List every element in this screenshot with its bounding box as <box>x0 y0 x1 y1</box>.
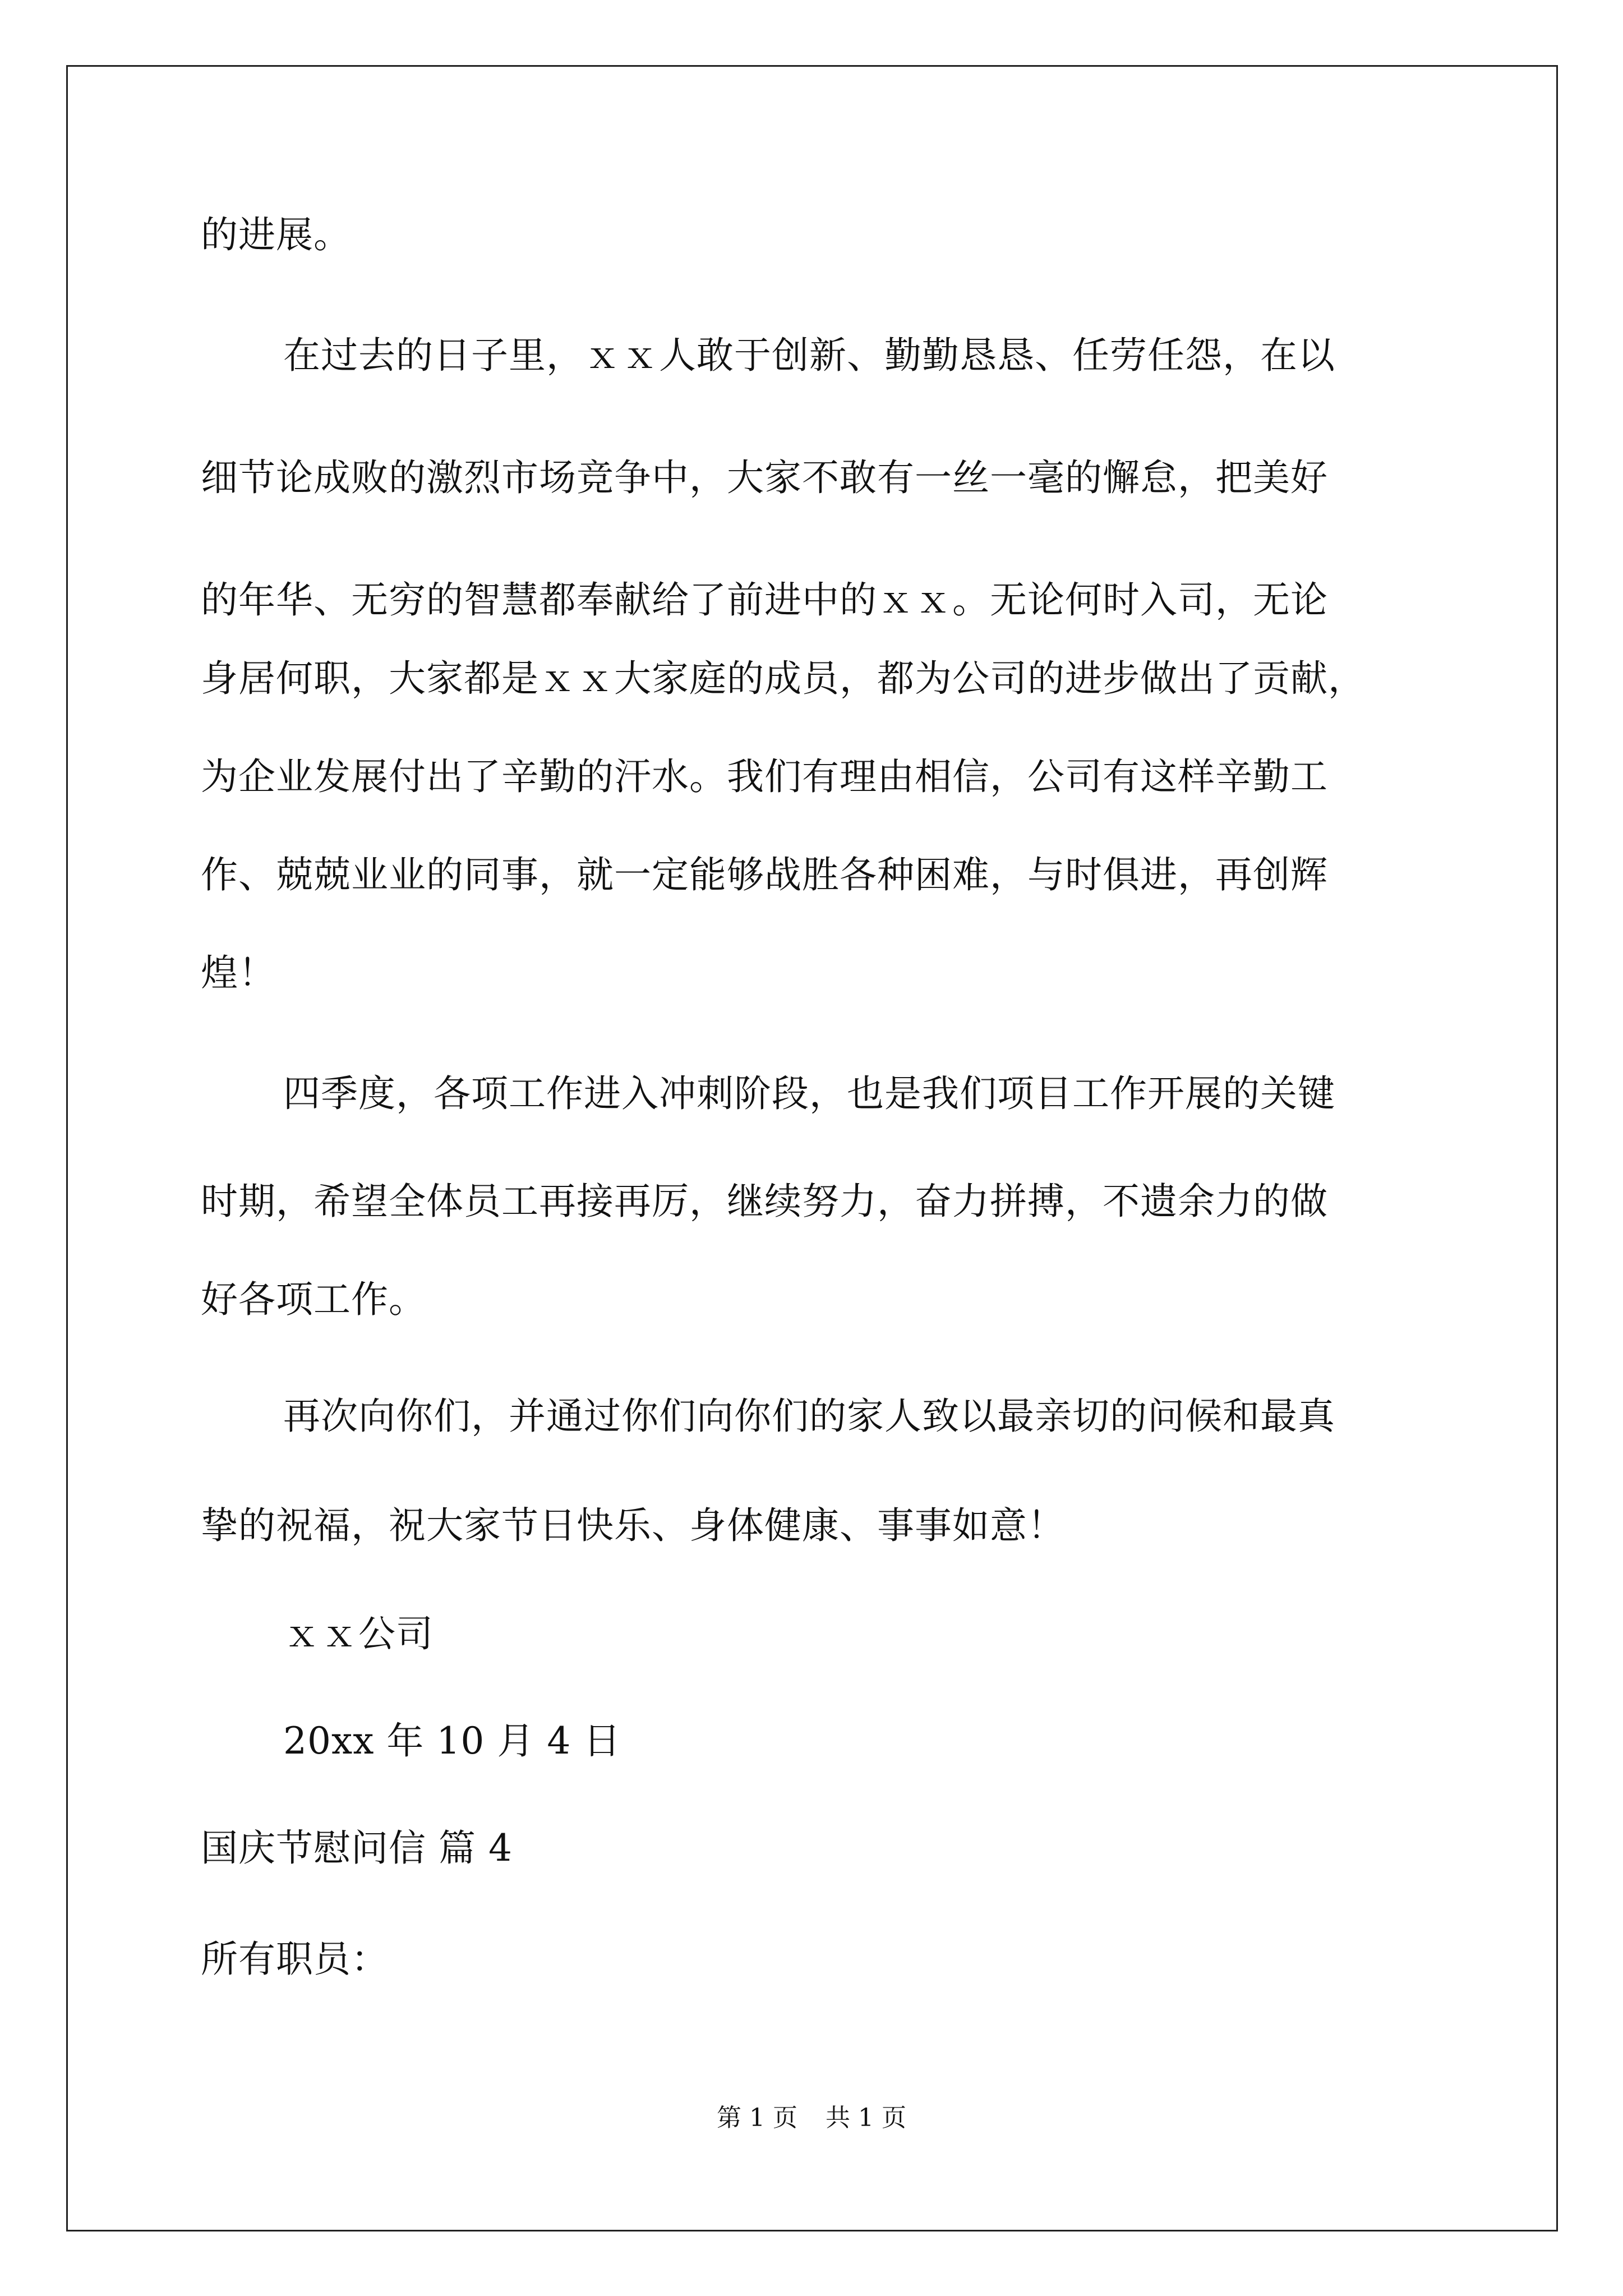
next-letter-title: 国庆节慰问信 篇 4 <box>201 1826 513 1870</box>
paragraph-start: 四季度，各项工作进入冲刺阶段，也是我们项目工作开展的关键 <box>283 1072 1335 1115</box>
body-line: 好各项工作。 <box>201 1278 426 1321</box>
paragraph-start: 再次向你们，并通过你们向你们的家人致以最亲切的问候和最真 <box>283 1395 1335 1438</box>
body-line: 细节论成败的激烈市场竞争中，大家不敢有一丝一毫的懈怠，把美好 <box>201 456 1328 499</box>
signature-date: 20xx 年 10 月 4 日 <box>283 1719 621 1763</box>
salutation: 所有职员： <box>201 1938 389 1981</box>
page-footer <box>0 2102 1623 2134</box>
body-line: 身居何职，大家都是ｘｘ大家庭的成员，都为公司的进步做出了贡献， <box>201 657 1366 700</box>
body-line: 的进展。 <box>201 213 351 256</box>
body-line: 的年华、无穷的智慧都奉献给了前进中的ｘｘ。无论何时入司，无论 <box>201 578 1328 622</box>
body-line: 作、兢兢业业的同事，就一定能够战胜各种困难，与时俱进，再创辉 <box>201 853 1328 896</box>
body-line: 挚的祝福，祝大家节日快乐、身体健康、事事如意！ <box>201 1504 1065 1547</box>
paragraph-start: 在过去的日子里，ｘｘ人敢于创新、勤勤恳恳、任劳任怨，在以 <box>283 334 1335 377</box>
signature-company: ｘｘ公司 <box>283 1612 434 1655</box>
body-line: 煌！ <box>201 951 276 995</box>
body-line: 为企业发展付出了辛勤的汗水。我们有理由相信，公司有这样辛勤工 <box>201 755 1328 798</box>
body-line: 时期，希望全体员工再接再厉，继续努力，奋力拼搏，不遗余力的做 <box>201 1180 1328 1223</box>
total-pages: 共 1 页 <box>826 2104 906 2132</box>
page-frame <box>66 65 1558 2231</box>
page-number: 第 1 页 <box>717 2104 797 2132</box>
